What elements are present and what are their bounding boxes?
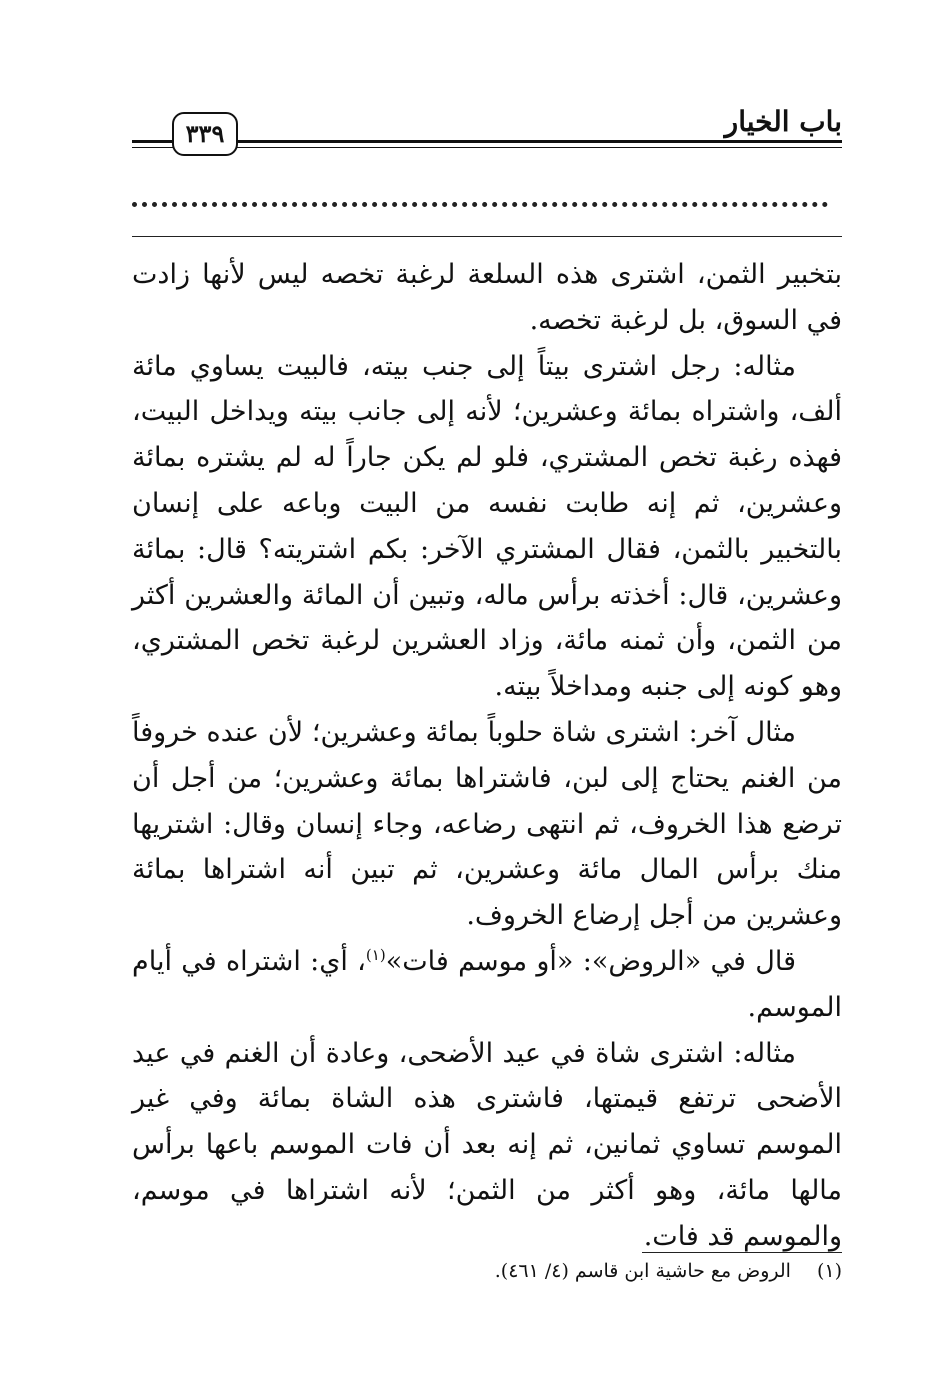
dotted-separator [132,190,828,207]
paragraph-5: مثاله: اشترى شاة في عيد الأضحى، وعادة أن الغنم في عيد الأضحى ترتفع قيمتها، فاشترى هذه الشاة بمائة وفي غير الموسم تساوي ثمانين، ثم إنه بعد أن فات الموسم باعها برأس مالها مائة، وهو أكثر من الثمن؛ لأنه اشتراها في موسم، والموسم قد فات. [132,1037,842,1252]
paragraph-4 [132,939,842,1031]
body-text [132,252,842,1260]
page-header [132,100,842,160]
footnote [132,1256,842,1286]
header-rule-thick [132,140,842,143]
chapter-title: باب الخيار [724,105,842,138]
footnote-marker[interactable]: (١) [365,945,386,964]
paragraph-1: بتخبير الثمن، اشترى هذه السلعة لرغبة تخصه ليس لأنها زادت في السوق، بل لرغبة تخصه. [132,259,842,336]
paragraph-4-before: قال في «الروض»: «أو موسم فات» [385,945,796,977]
page-number-badge: ٣٣٩ [172,112,238,156]
paragraph-4-after: ، أي: اشتراه في أيام الموسم. [132,945,842,1023]
footnote-text: الروض مع حاشية ابن قاسم (٤/ ٤٦١). [494,1260,791,1282]
paragraph-3: مثال آخر: اشترى شاة حلوباً بمائة وعشرين؛ لأن عنده خروفاً من الغنم يحتاج إلى لبن، فاشتراها بمائة وعشرين؛ من أجل أن ترضع هذا الخروف، ثم انتهى رضاعه، وجاء إنسان وقال: اشتريها منك برأس المال مائة وعشرين، ثم تبين أنه اشتراها بمائة وعشرين من أجل إرضاع الخروف. [132,716,842,932]
header-rule-thin [132,147,842,148]
paragraph-2: مثاله: رجل اشترى بيتاً إلى جنب بيته، فالبيت يساوي مائة ألف، واشتراه بمائة وعشرين؛ لأنه إلى جانب بيته ويداخل البيت، فهذه رغبة تخص المشتري، فلو لم يكن جاراً له لم يشتره بمائة وعشرين، ثم إنه طابت نفسه من البيت وباعه على إنسان بالتخبير بالثمن، فقال المشتري الآخر: بكم اشتريته؟ قال: بمائة وعشرين، قال: أخذته برأس ماله، وتبين أن المائة والعشرين أكثر من الثمن، وأن ثمنه مائة، وزاد العشرين لرغبة تخص المشتري، وهو كونه إلى جنبه ومداخلاً بيته. [132,350,842,703]
text-top-rule [132,236,842,237]
footnote-rule [642,1252,842,1253]
footnote-number: (١) [816,1260,842,1282]
